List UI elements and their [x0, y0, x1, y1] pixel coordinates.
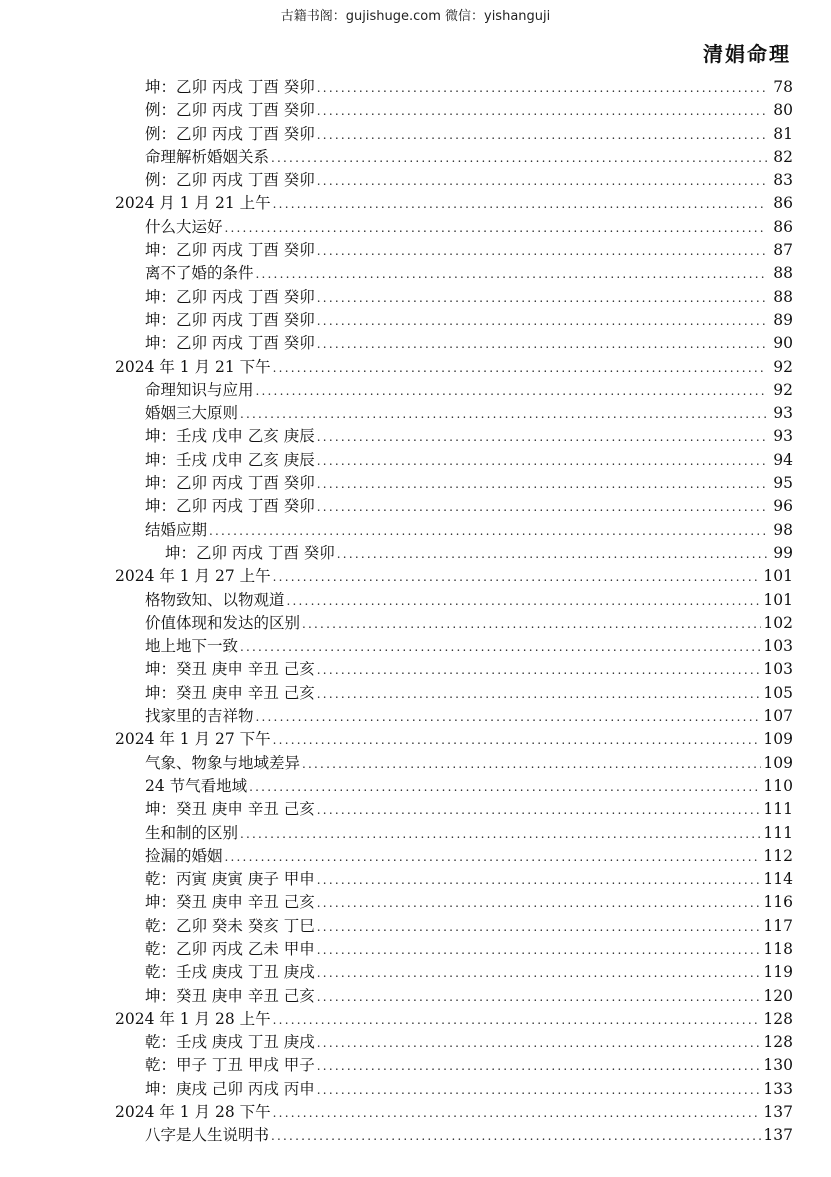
toc-entry[interactable]: [115, 239, 793, 262]
toc-dot-leader: [256, 380, 767, 403]
toc-entry-title: 坤：癸丑 庚申 辛丑 己亥: [145, 893, 315, 912]
toc-entry[interactable]: [115, 519, 793, 542]
toc-entry-title: 坤：乙卯 丙戌 丁酉 癸卯: [145, 241, 315, 260]
toc-entry[interactable]: [115, 146, 793, 169]
toc-dot-leader: [302, 613, 761, 636]
toc-entry[interactable]: [115, 1031, 793, 1054]
toc-entry[interactable]: [115, 705, 793, 728]
toc-entry-title: 找家里的吉祥物: [145, 707, 254, 726]
toc-entry-page: 78: [773, 78, 793, 96]
toc-entry-title: 乾：丙寅 庚寅 庚子 甲申: [145, 870, 315, 889]
toc-entry[interactable]: [115, 286, 793, 309]
toc-dot-leader: [256, 706, 762, 729]
toc-entry-page: 114: [763, 870, 793, 889]
toc-entry-page: 87: [773, 241, 793, 260]
toc-entry[interactable]: [115, 262, 793, 285]
toc-entry-page: 94: [773, 450, 793, 469]
toc-entry-title: 2024 年 1 月 28 下午: [115, 1103, 271, 1122]
toc-entry-title: 坤：壬戌 戊申 乙亥 庚辰: [145, 427, 315, 446]
toc-entry[interactable]: [115, 379, 793, 402]
toc-entry[interactable]: [115, 402, 793, 425]
toc-dot-leader: [317, 1079, 762, 1102]
toc-entry-page: 109: [763, 730, 793, 749]
toc-dot-leader: [317, 100, 767, 123]
toc-entry-title: 捡漏的婚姻: [145, 846, 223, 865]
toc-entry[interactable]: [115, 938, 793, 961]
toc-entry[interactable]: [115, 99, 793, 122]
toc-dot-leader: [317, 939, 762, 962]
toc-entry-page: 102: [763, 613, 793, 632]
toc-dot-leader: [287, 590, 762, 613]
toc-dot-leader: [256, 263, 767, 286]
toc-entry-page: 105: [763, 683, 793, 702]
toc-entry-page: 92: [773, 357, 793, 376]
toc-dot-leader: [240, 823, 761, 846]
toc-entry-page: 111: [763, 800, 793, 819]
toc-entry-page: 133: [763, 1079, 793, 1098]
toc-entry-page: 95: [773, 474, 793, 493]
toc-entry[interactable]: [115, 589, 793, 612]
toc-dot-leader: [317, 170, 767, 193]
toc-dot-leader: [317, 473, 767, 496]
toc-dot-leader: [317, 892, 762, 915]
toc-dot-leader: [317, 659, 762, 682]
toc-dot-leader: [225, 217, 767, 240]
toc-entry-page: 86: [773, 217, 793, 236]
toc-entry-title: 坤：乙卯 丙戌 丁酉 癸卯: [145, 310, 315, 329]
toc-entry-page: 101: [763, 567, 793, 586]
toc-entry[interactable]: [115, 1054, 793, 1077]
toc-entry-title: 什么大运好: [145, 217, 223, 236]
toc-entry-title: 地上地下一致: [145, 637, 239, 656]
toc-dot-leader: [337, 543, 767, 566]
toc-entry[interactable]: [115, 169, 793, 192]
top-banner: 古籍书阁：gujishuge.com 微信：yishanguji: [280, 9, 551, 24]
toc-entry[interactable]: [115, 123, 793, 146]
toc-entry[interactable]: [115, 1078, 793, 1101]
toc-entry-page: 80: [773, 101, 793, 120]
toc-dot-leader: [225, 846, 762, 869]
toc-dot-leader: [317, 77, 767, 100]
toc-entry-page: 111: [763, 823, 793, 842]
toc-entry-title: 乾：乙卯 丙戌 乙未 甲申: [145, 939, 315, 958]
toc-entry-title: 例：乙卯 丙戌 丁酉 癸卯: [145, 124, 315, 143]
toc-entry-title: 格物致知、以物观道: [145, 590, 285, 609]
toc-entry[interactable]: [115, 1101, 793, 1124]
toc-entry-page: 112: [763, 846, 793, 865]
toc-entry-title: 气象、物象与地域差异: [145, 753, 301, 772]
toc-entry-page: 110: [763, 776, 793, 795]
toc-entry-title: 2024 年 1 月 27 上午: [115, 567, 271, 586]
toc-entry-page: 99: [773, 543, 793, 562]
toc-dot-leader: [317, 683, 762, 706]
toc-dot-leader: [317, 450, 767, 473]
toc-entry-page: 137: [763, 1103, 793, 1122]
toc-entry-page: 96: [773, 497, 793, 516]
toc-entry-title: 结婚应期: [145, 520, 208, 539]
toc-entry-title: 八字是人生说明书: [145, 1126, 270, 1145]
toc-entry[interactable]: [115, 332, 793, 355]
toc-entry-page: 88: [773, 287, 793, 306]
toc-entry-page: 116: [763, 893, 793, 912]
toc-entry-title: 2024 月 1 月 21 上午: [115, 194, 271, 213]
toc-dot-leader: [209, 520, 767, 543]
toc-entry-page: 93: [773, 427, 793, 446]
toc-entry-page: 89: [773, 310, 793, 329]
toc-dot-leader: [317, 916, 762, 939]
toc-dot-leader: [317, 986, 762, 1009]
toc-dot-leader: [317, 1055, 762, 1078]
toc-entry-title: 2024 年 1 月 27 下午: [115, 730, 271, 749]
toc-entry[interactable]: [115, 1008, 793, 1031]
toc-dot-leader: [273, 729, 762, 752]
toc-entry-page: 103: [763, 660, 793, 679]
toc-entry-page: 128: [763, 1033, 793, 1052]
toc-entry-title: 坤：壬戌 戊申 乙亥 庚辰: [145, 450, 315, 469]
toc-entry-page: 103: [763, 637, 793, 656]
toc-entry[interactable]: [115, 309, 793, 332]
toc-entry-title: 坤：乙卯 丙戌 丁酉 癸卯: [165, 543, 335, 562]
toc-dot-leader: [273, 1009, 762, 1032]
toc-dot-leader: [317, 124, 767, 147]
toc-dot-leader: [240, 403, 767, 426]
toc-entry[interactable]: [115, 798, 793, 821]
toc-entry-page: 92: [773, 380, 793, 399]
toc-entry[interactable]: [115, 635, 793, 658]
toc-entry-title: 离不了婚的条件: [145, 264, 254, 283]
toc-entry[interactable]: [115, 682, 793, 705]
toc-entry[interactable]: [115, 961, 793, 984]
toc-dot-leader: [317, 426, 767, 449]
table-of-contents: [115, 76, 793, 1148]
toc-dot-leader: [273, 357, 767, 380]
toc-entry-title: 坤：乙卯 丙戌 丁酉 癸卯: [145, 334, 315, 353]
toc-entry-page: 101: [763, 590, 793, 609]
toc-entry-page: 117: [763, 916, 793, 935]
toc-entry-title: 坤：庚戌 己卯 丙戌 丙申: [145, 1079, 315, 1098]
toc-entry[interactable]: [115, 868, 793, 891]
toc-entry[interactable]: [115, 985, 793, 1008]
toc-entry-title: 乾：壬戌 庚戌 丁丑 庚戌: [145, 1033, 315, 1052]
toc-entry[interactable]: [115, 495, 793, 518]
toc-entry[interactable]: [115, 192, 793, 215]
toc-dot-leader: [273, 566, 762, 589]
toc-dot-leader: [317, 310, 767, 333]
toc-entry[interactable]: [115, 612, 793, 635]
toc-entry-page: 98: [773, 520, 793, 539]
toc-entry[interactable]: [115, 822, 793, 845]
toc-entry-page: 109: [763, 753, 793, 772]
toc-entry-page: 90: [773, 334, 793, 353]
toc-entry-page: 83: [773, 171, 793, 190]
toc-dot-leader: [317, 287, 767, 310]
toc-entry-page: 81: [773, 124, 793, 143]
toc-entry-title: 2024 年 1 月 28 上午: [115, 1009, 271, 1028]
toc-entry-page: 120: [763, 986, 793, 1005]
toc-entry-page: 88: [773, 264, 793, 283]
toc-entry-title: 例：乙卯 丙戌 丁酉 癸卯: [145, 171, 315, 190]
toc-dot-leader: [302, 753, 761, 776]
toc-entry-page: 128: [763, 1009, 793, 1028]
toc-entry-title: 命理解析婚姻关系: [145, 147, 270, 166]
toc-dot-leader: [317, 333, 767, 356]
toc-entry[interactable]: [115, 891, 793, 914]
toc-dot-leader: [317, 962, 762, 985]
toc-entry-title: 婚姻三大原则: [145, 404, 239, 423]
toc-entry[interactable]: [115, 425, 793, 448]
toc-entry-page: 118: [763, 939, 793, 958]
toc-entry-page: 137: [763, 1126, 793, 1145]
toc-entry-title: 坤：乙卯 丙戌 丁酉 癸卯: [145, 497, 315, 516]
toc-entry-title: 乾：壬戌 庚戌 丁丑 庚戌: [145, 963, 315, 982]
toc-entry-title: 命理知识与应用: [145, 380, 254, 399]
toc-entry-title: 坤：乙卯 丙戌 丁酉 癸卯: [145, 474, 315, 493]
toc-entry-page: 82: [773, 147, 793, 166]
toc-entry[interactable]: [115, 449, 793, 472]
toc-dot-leader: [273, 1102, 762, 1125]
toc-entry[interactable]: [115, 1124, 793, 1147]
toc-dot-leader: [249, 776, 761, 799]
toc-dot-leader: [317, 240, 767, 263]
toc-dot-leader: [271, 1125, 761, 1148]
toc-entry[interactable]: [115, 472, 793, 495]
toc-dot-leader: [240, 636, 761, 659]
toc-entry-title: 坤：癸丑 庚申 辛丑 己亥: [145, 683, 315, 702]
toc-entry-page: 86: [773, 194, 793, 213]
toc-entry-title: 2024 年 1 月 21 下午: [115, 357, 271, 376]
toc-entry-page: 119: [763, 963, 793, 982]
toc-entry[interactable]: [115, 216, 793, 239]
toc-entry-title: 乾：甲子 丁丑 甲戌 甲子: [145, 1056, 315, 1075]
toc-entry-page: 130: [763, 1056, 793, 1075]
toc-dot-leader: [317, 799, 762, 822]
toc-dot-leader: [273, 193, 767, 216]
toc-entry[interactable]: [115, 658, 793, 681]
toc-entry-title: 例：乙卯 丙戌 丁酉 癸卯: [145, 101, 315, 120]
toc-entry-title: 坤：癸丑 庚申 辛丑 己亥: [145, 986, 315, 1005]
toc-dot-leader: [317, 496, 767, 519]
toc-entry-title: 坤：癸丑 庚申 辛丑 己亥: [145, 660, 315, 679]
toc-entry[interactable]: [115, 752, 793, 775]
toc-entry[interactable]: [115, 356, 793, 379]
book-title: 清娟命理: [703, 42, 791, 66]
toc-entry[interactable]: [115, 845, 793, 868]
toc-entry[interactable]: [115, 728, 793, 751]
toc-entry[interactable]: [115, 775, 793, 798]
toc-entry-page: 93: [773, 404, 793, 423]
toc-entry-title: 坤：癸丑 庚申 辛丑 己亥: [145, 800, 315, 819]
toc-dot-leader: [271, 147, 767, 170]
toc-entry-title: 生和制的区别: [145, 823, 239, 842]
toc-entry-title: 24 节气看地域: [145, 776, 248, 795]
toc-entry-title: 价值体现和发达的区别: [145, 613, 301, 632]
toc-entry-title: 乾：乙卯 癸未 癸亥 丁巳: [145, 916, 315, 935]
toc-entry[interactable]: [115, 542, 793, 565]
toc-entry-page: 107: [763, 707, 793, 726]
toc-dot-leader: [317, 1032, 762, 1055]
toc-entry-title: 坤：乙卯 丙戌 丁酉 癸卯: [145, 287, 315, 306]
toc-entry-title: 坤：乙卯 丙戌 丁酉 癸卯: [145, 78, 315, 96]
toc-entry[interactable]: [115, 76, 793, 99]
toc-entry[interactable]: [115, 565, 793, 588]
toc-entry[interactable]: [115, 915, 793, 938]
toc-dot-leader: [317, 869, 762, 892]
